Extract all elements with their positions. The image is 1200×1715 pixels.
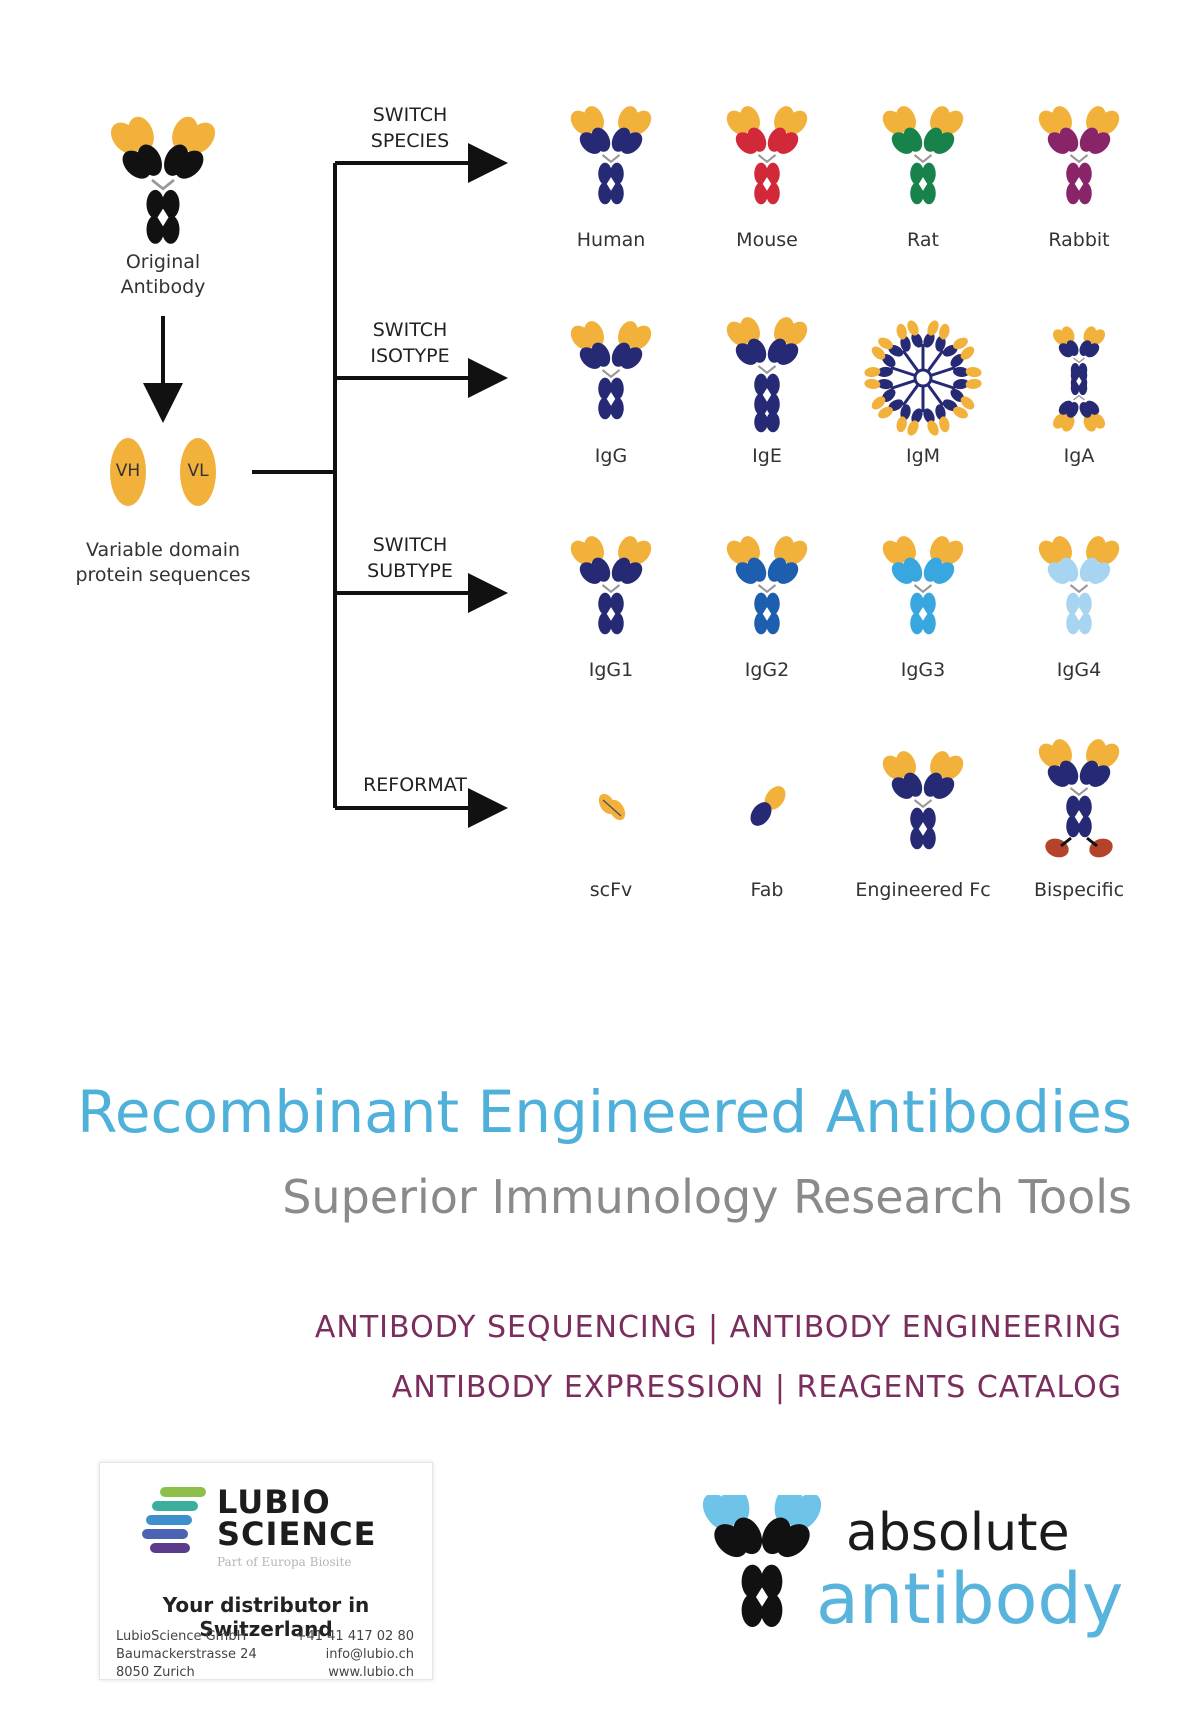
original-label-line2: Antibody xyxy=(120,275,206,298)
logo-word-absolute: absolute xyxy=(846,1503,1070,1563)
address-line: LubioScience GmbH xyxy=(116,1629,247,1644)
variable-domain-label xyxy=(60,538,266,587)
antibody-format-icon xyxy=(1034,736,1124,860)
antibody-format-label: IgE xyxy=(752,445,782,467)
antibody-format-icon xyxy=(746,782,790,830)
switch-species-label xyxy=(350,103,470,154)
antibody-format-label: IgG4 xyxy=(1056,659,1102,681)
address-line: Baumackerstrasse 24 xyxy=(116,1647,257,1663)
services-line-1: ANTIBODY SEQUENCING | ANTIBODY ENGINEERING xyxy=(314,1310,1122,1345)
contact-phone: +41 41 417 02 80 xyxy=(295,1629,414,1644)
contact-email: info@lubio.ch xyxy=(325,1647,414,1663)
antibody-format-label: IgG2 xyxy=(744,659,790,681)
switch-subtype-label xyxy=(350,533,470,584)
antibody-format-icon xyxy=(595,791,628,823)
logo-word-antibody: antibody xyxy=(816,1558,1124,1640)
antibody-format-label: IgA xyxy=(1063,445,1095,467)
address-line: 8050 Zurich xyxy=(116,1665,195,1681)
lubio-logo-icon xyxy=(142,1487,208,1567)
antibody-format-icon xyxy=(566,103,656,204)
antibody-format-icon xyxy=(566,533,656,634)
antibody-format-label: Bispecific xyxy=(1033,879,1125,901)
antibody-format-label: scFv xyxy=(589,879,633,901)
antibody-format-label: IgM xyxy=(905,445,941,467)
antibody-format-label: Fab xyxy=(750,879,784,901)
lubio-part-of: Part of Europa Biosite xyxy=(217,1555,352,1569)
original-antibody-icon xyxy=(105,113,221,244)
absolute-antibody-logo-icon xyxy=(700,1495,825,1635)
antibody-format-label: Human xyxy=(576,229,646,251)
antibody-format-label: IgG3 xyxy=(900,659,946,681)
vh-label: VH xyxy=(115,461,141,481)
variable-label-line2: protein sequences xyxy=(75,563,251,586)
antibody-format-icon xyxy=(722,533,812,634)
branch-label-line1: REFORMAT xyxy=(363,774,467,796)
antibody-format-icon xyxy=(1050,325,1108,434)
branch-label-line2: ISOTYPE xyxy=(370,344,450,367)
variable-label-line1: Variable domain xyxy=(85,539,241,561)
original-label-line1: Original xyxy=(125,251,201,273)
distributor-tagline: Your distributor in Switzerland xyxy=(162,1593,370,1641)
distributor-contact xyxy=(296,1628,414,1683)
branch-label-line1: SWITCH xyxy=(372,534,448,556)
antibody-format-label: IgG xyxy=(594,445,628,467)
page-subtitle: Superior Immunology Research Tools xyxy=(282,1170,1132,1224)
distributor-address xyxy=(116,1628,257,1683)
vl-label: VL xyxy=(187,461,209,481)
branch-label-line1: SWITCH xyxy=(372,319,448,341)
reformat-label xyxy=(350,773,480,799)
antibody-format-label: Engineered Fc xyxy=(855,879,991,901)
antibody-format-icon xyxy=(878,103,968,204)
antibody-format-icon xyxy=(722,103,812,204)
switch-isotype-label xyxy=(350,318,470,369)
lubio-brand-line2: SCIENCE xyxy=(217,1515,377,1553)
contact-website: www.lubio.ch xyxy=(328,1665,414,1681)
antibody-format-icon xyxy=(1034,533,1124,634)
antibody-format-label: Rabbit xyxy=(1048,229,1110,251)
branch-label-line1: SWITCH xyxy=(372,104,448,126)
branch-label-line2: SUBTYPE xyxy=(367,559,453,582)
antibody-format-icon xyxy=(722,314,812,432)
antibody-format-label: Mouse xyxy=(736,229,798,251)
antibody-format-icon xyxy=(861,319,985,438)
antibody-format-label: Rat xyxy=(907,229,939,251)
original-antibody-label xyxy=(103,250,223,299)
antibody-format-icon xyxy=(878,533,968,634)
antibody-format-label: IgG1 xyxy=(588,659,634,681)
distributor-card xyxy=(99,1462,433,1680)
branch-label-line2: SPECIES xyxy=(370,129,450,152)
antibody-format-icon xyxy=(878,748,968,849)
services-line-2: ANTIBODY EXPRESSION | REAGENTS CATALOG xyxy=(391,1370,1122,1405)
antibody-format-icon xyxy=(566,318,656,419)
antibody-format-icon xyxy=(1034,103,1124,204)
lubio-brand-line1: LUBIO xyxy=(217,1483,331,1521)
page-title: Recombinant Engineered Antibodies xyxy=(77,1078,1132,1146)
